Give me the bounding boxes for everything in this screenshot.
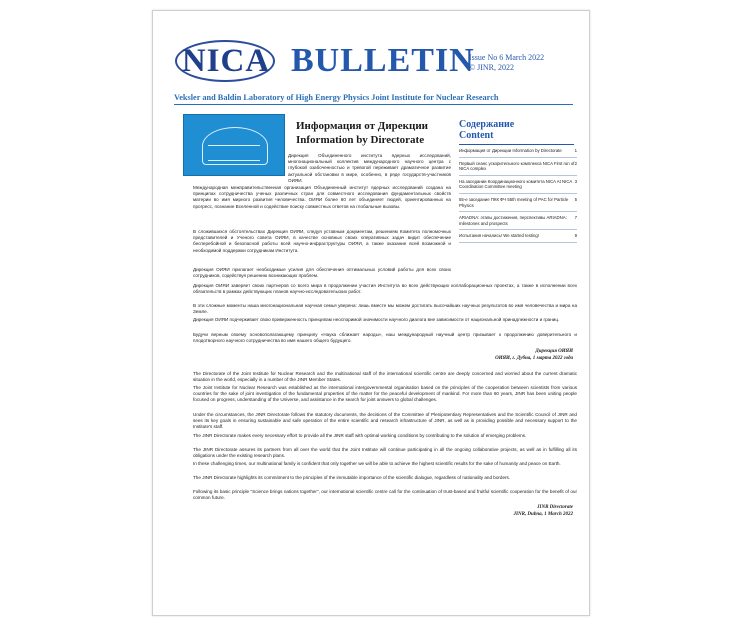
ru-signature-place: ОИЯИ, г. Дубна, 1 марта 2022 года xyxy=(495,355,573,361)
en-signature xyxy=(514,505,573,518)
en-paragraph: Under the circumstances, the JINR Directorate follows the statutory documents, the decisions of the Committee of Plenipotentiary Representatives and the Scientific Council of JINR and sees its key goals in ensuring sustainable and safe operation of the entire scientific and research infrastructure of JINR, as well as in providing possible and necessary support to the Institute's staff. xyxy=(193,412,577,430)
en-paragraph: The JINR Directorate assures its partners from all over the world that the Joint Institute will continue participating in all the ongoing collaborative projects, as well as in fulfilling all its obligations under the existing research plans. xyxy=(193,447,577,459)
en-paragraph: The JINR Directorate highlights its commitment to the principles of the immutable importance of the scientific dialogue, regardless of nationality and borders. xyxy=(193,475,511,480)
ru-paragraph: Дирекция Объединенного института ядерных исследований, многонациональный коллектив международного научного центра с глубокой озабоченностью и тревогой переживает драматичное развитие актуальной обстановки в мире, особенно, в ряде государств-участников ОИЯИ. xyxy=(288,153,451,183)
issue-info xyxy=(469,53,544,73)
toc-item[interactable]: 9 Испытания начались! We started testing! xyxy=(459,233,577,243)
toc-item[interactable]: 1 Информация от Дирекции Information by Directorate xyxy=(459,148,577,158)
ru-paragraph: Будучи верным своему основополагающему принципу «Наука сближает народы», наш международный научный центр призывает к продолжению доверительного и плодотворного научного сотрудничества во имя нашего общего будущего. xyxy=(193,332,577,344)
en-signature-name: JINR Directorate xyxy=(537,505,573,510)
logo-text: NICA xyxy=(181,43,271,79)
ru-paragraph: Дирекция ОИЯИ прилагает необходимые усилия для обеспечения оптимальных условий работы для всех своих сотрудников, содействуя решению возникающих проблем. xyxy=(193,267,451,279)
toc-item[interactable]: 2 Первый сеанс ускорительного комплекса NICA First run of NICA complex xyxy=(459,161,577,176)
toc-heading-ru: Содержание xyxy=(459,119,515,130)
copyright: © JINR, 2022 xyxy=(469,63,514,72)
bulletin-page xyxy=(152,10,590,616)
en-paragraph: The Joint Institute for Nuclear Research was established as the international intergovernmental organisation based on the principles of the cooperation between scientists from various countries for the sake of joint investigation of the fundamental properties of the matter for the peaceful development of mankind. For more than 60 years, JINR has been uniting people focused on progress, understanding of the Universe, and assistance in the search for joint answers to global challenges. xyxy=(193,385,577,403)
table-of-contents xyxy=(459,148,577,246)
bulletin-title: BULLETIN xyxy=(291,42,475,79)
toc-heading-en: Content xyxy=(459,130,494,141)
ru-paragraph: В сложившихся обстоятельствах Дирекция ОИЯИ, следуя уставным документам, решениям Комитета полномочных представителей и Ученого совета ОИЯИ, в качестве основных своих оперативных задач видит обеспечение бесперебойной и безопасной работы всей научно-инфраструктуры ОИЯИ, а также оказание всей возможной и необходимой поддержки сотрудникам Института. xyxy=(193,229,451,253)
article-title-ru: Информация от Дирекции xyxy=(296,120,429,132)
en-signature-place: JINR, Dubna, 1 March 2022 xyxy=(513,511,573,517)
en-paragraph: The Directorate of the Joint Institute for Nuclear Research and the multinational staff of the international scientific centre are deeply concerned and worried about the current dramatic situation in the world, especially in a number of the JINR Member States. xyxy=(193,371,577,383)
toc-heading xyxy=(459,119,574,141)
en-paragraph: In these challenging times, our multinational family is confident that only together we will be able to achieve the highest scientific results for the sake of humanity and peace on Earth. xyxy=(193,461,561,466)
toc-item[interactable]: 7 ARIADNA: этапы достижения, перспективы ARIADNA: milestones and prospects xyxy=(459,215,577,230)
article-title-en: Information by Directorate xyxy=(296,134,425,146)
jinr-building-image xyxy=(183,114,285,176)
en-paragraph: The JINR Directorate makes every necessary effort to provide all the JINR staff with optimal working conditions by contributing to the solution of emerging problems. xyxy=(193,433,527,438)
lab-subtitle: Veksler and Baldin Laboratory of High Energy Physics Joint Institute for Nuclear Research xyxy=(174,93,499,102)
header-rule xyxy=(174,104,573,105)
issue-number: Issue No 6 March 2022 xyxy=(469,53,545,62)
toc-rule xyxy=(459,144,574,145)
toc-item[interactable]: 3 На заседании Координационного комитета NICA At NICA Coordination Committee meeting xyxy=(459,179,577,194)
ru-paragraph: Дирекция ОИЯИ подчеркивает свою приверженность принципам неоспоримой значимости научного диалога вне зависимости от национальной принадлежности и границ. xyxy=(193,317,560,322)
ru-paragraph: В эти сложные моменты наша многонациональная научная семья уверена: лишь вместе мы можем достигать высочайших научных результатов во имя человечества и мира на Земле. xyxy=(193,303,577,315)
article-title xyxy=(296,119,446,147)
ru-paragraph: Дирекция ОИЯИ заверяет своих партнеров со всего мира в продолжении участия Института во всех действующих коллаборационных проектах, а также в исполнении всех обязательств в рамках действующих планов научно-исследовательских работ. xyxy=(193,283,577,295)
building-lines xyxy=(208,145,260,161)
toc-item[interactable]: 5 55-е заседание ПКК ФЧ 55th meeting of PAC for Particle Physics xyxy=(459,197,577,212)
ru-paragraph: Международная межправительственная организация Объединенный институт ядерных исследований создана на принципах сотрудничества ученых различных стран для совместного исследования фундаментальных свойств материи во имя мирного развития человечества. ОИЯИ более 60 лет объединяет людей, ориентированных на прогресс, познание Вселенной и содействие поиску совместных ответов на глобальные вызовы. xyxy=(193,185,451,209)
ru-signature-name: Дирекция ОИЯИ xyxy=(535,349,573,354)
en-paragraph: Following its basic principle "Science brings nations together", our international scientific centre call for the continuation of trust-based and fruitful scientific cooperation for the benefit of our common future. xyxy=(193,489,577,501)
ru-signature xyxy=(495,349,573,362)
nica-logo xyxy=(175,36,277,88)
